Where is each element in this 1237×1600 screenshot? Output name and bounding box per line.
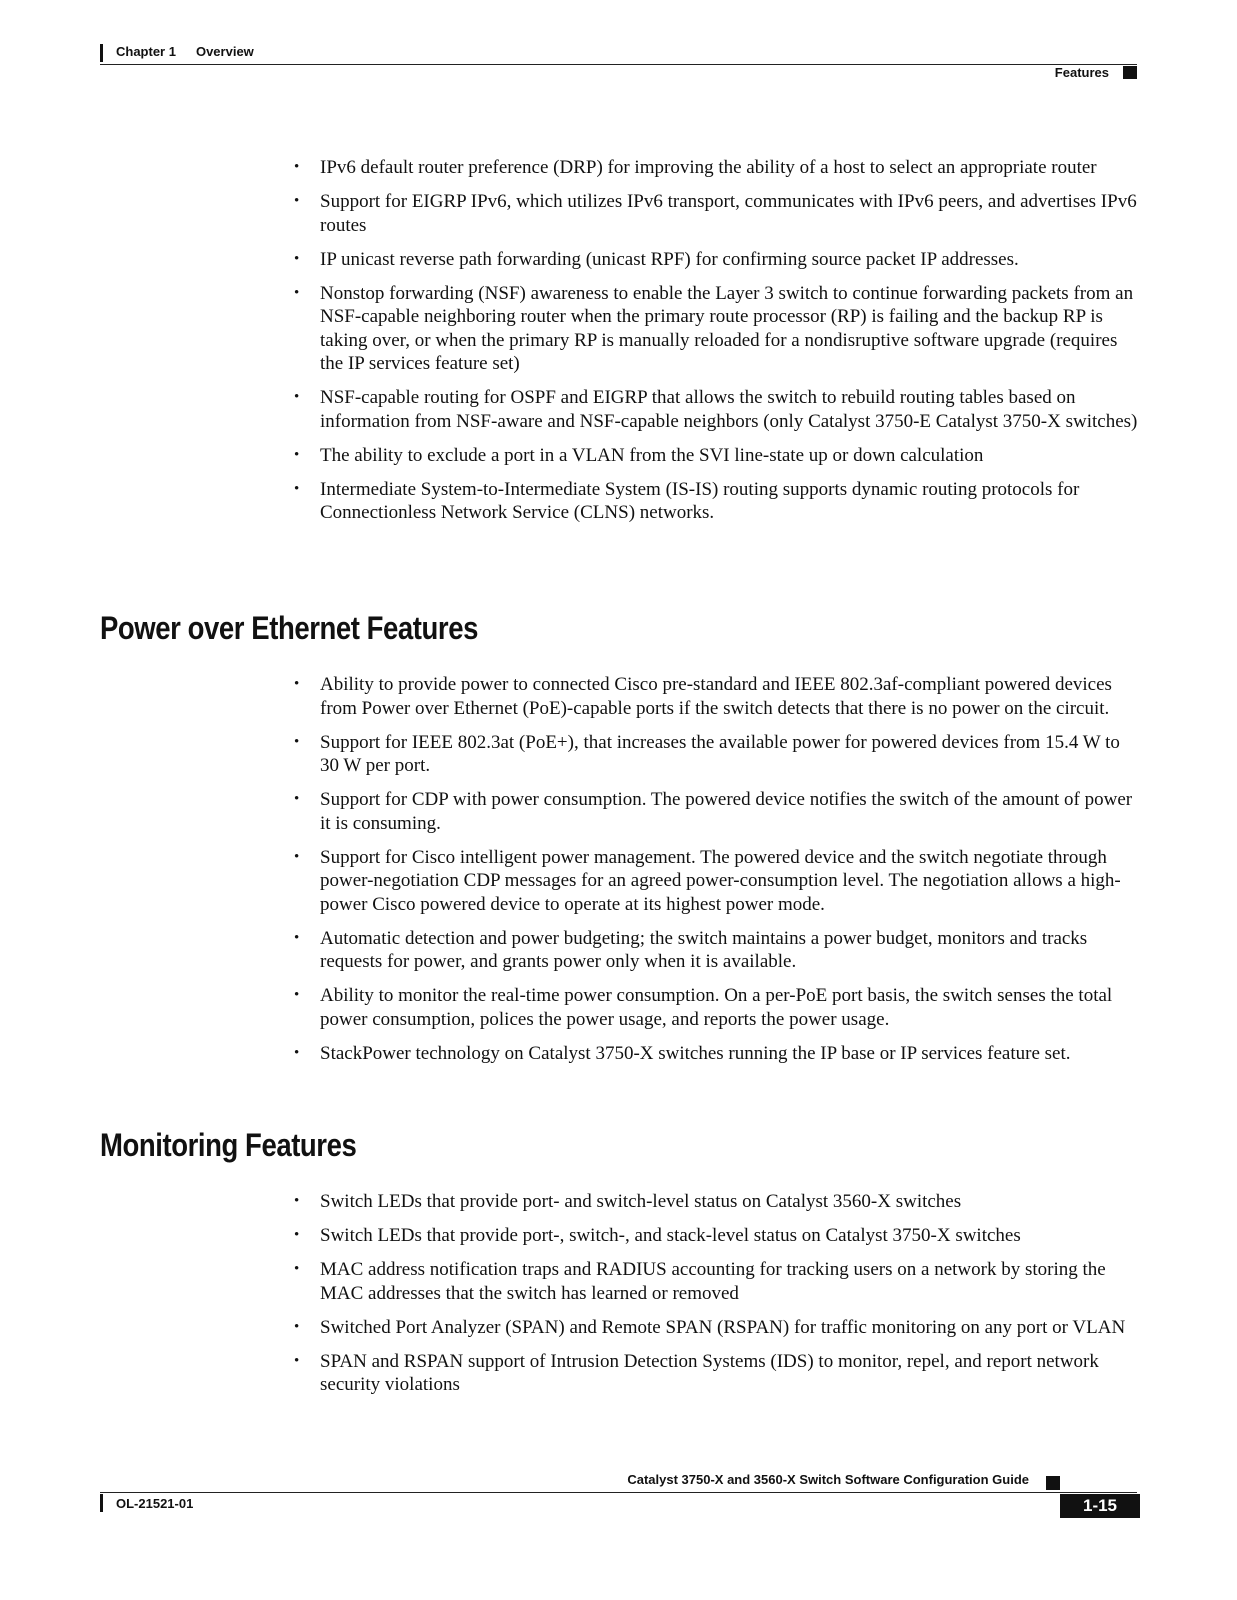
bullet-text: NSF-capable routing for OSPF and EIGRP that allows the switch to rebuild routing tables based on information from NSF-aware and NSF-capable neighbors (only Catalyst 3750-E Catalyst 3750-X switches)	[320, 387, 1138, 432]
monitoring-bullet-list	[294, 1190, 1142, 1407]
bullet-text: IP unicast reverse path forwarding (unicast RPF) for confirming source packet IP addresses.	[320, 248, 1019, 270]
section-heading-monitoring: Monitoring Features	[100, 1127, 357, 1163]
bullet-text: Intermediate System-to-Intermediate System (IS-IS) routing supports dynamic routing protocols for Connectionless Network Service (CLNS) networks.	[320, 478, 1080, 523]
bullet-text: Switched Port Analyzer (SPAN) and Remote SPAN (RSPAN) for traffic monitoring on any port or VLAN	[320, 1316, 1126, 1338]
running-header-chapter	[116, 44, 274, 59]
bullet-item	[294, 731, 1142, 778]
header-rule	[100, 64, 1137, 65]
bullet-glyph: •	[294, 1352, 300, 1369]
chapter-label: Chapter 1	[116, 44, 176, 59]
bullet-text: Ability to provide power to connected Cisco pre-standard and IEEE 802.3af-compliant powered devices from Power over Ethernet (PoE)-capable ports if the switch detects that there is no power on the circuit.	[320, 674, 1112, 719]
bullet-item	[294, 386, 1142, 433]
footer-left-marker	[100, 1494, 103, 1512]
bullet-text: Switch LEDs that provide port- and switch-level status on Catalyst 3560-X switches	[320, 1191, 962, 1212]
header-left-marker	[100, 44, 103, 62]
bullet-item	[294, 1224, 1142, 1248]
bullet-glyph: •	[294, 446, 300, 463]
bullet-text: StackPower technology on Catalyst 3750-X switches running the IP base or IP services feature set.	[320, 1042, 1071, 1064]
bullet-text: Switch LEDs that provide port-, switch-, and stack-level status on Catalyst 3750-X switches	[320, 1225, 1021, 1246]
bullet-item	[294, 846, 1142, 917]
bullet-item	[294, 190, 1142, 237]
bullet-glyph: •	[294, 159, 300, 175]
footer-rule	[100, 1492, 1137, 1493]
bullet-glyph: •	[294, 733, 300, 750]
bullet-item	[294, 478, 1142, 525]
bullet-text: Support for IEEE 802.3at (PoE+), that increases the available power for powered devices from 15.4 W to 30 W per port.	[320, 731, 1120, 776]
bullet-text: IPv6 default router preference (DRP) for improving the ability of a host to select an appropriate router	[320, 157, 1097, 178]
bullet-item	[294, 788, 1142, 835]
running-header-section: Features	[1054, 65, 1109, 80]
chapter-title: Overview	[195, 44, 254, 59]
footer-marker	[1046, 1476, 1060, 1490]
bullet-glyph: •	[294, 987, 300, 1003]
poe-bullet-list	[294, 673, 1142, 1076]
header-right-marker	[1123, 66, 1137, 79]
bullet-item	[294, 248, 1142, 272]
bullet-glyph: •	[294, 193, 300, 209]
bullet-glyph: •	[294, 1193, 300, 1209]
bullet-text: The ability to exclude a port in a VLAN from the SVI line-state up or down calculation	[320, 444, 984, 466]
footer-guide-title: Catalyst 3750-X and 3560-X Switch Software Configuration Guide	[627, 1472, 1029, 1487]
bullet-item	[294, 444, 1142, 468]
page-number: 1-15	[1060, 1494, 1140, 1518]
bullet-text: Nonstop forwarding (NSF) awareness to enable the Layer 3 switch to continue forwarding packets from an NSF-capable neighboring router when the primary route processor (RP) is failing and the backup RP is taking over, or when the primary RP is manually reloaded for a nondisruptive software upgrade (requires the IP services feature set)	[320, 282, 1134, 374]
bullet-text: Automatic detection and power budgeting; the switch maintains a power budget, monitors and tracks requests for power, and grants power only when it is available.	[320, 927, 1088, 972]
bullet-glyph: •	[294, 1261, 300, 1277]
bullet-glyph: •	[294, 929, 300, 946]
bullet-glyph: •	[294, 250, 300, 267]
bullet-item	[294, 1258, 1142, 1305]
bullet-text: Support for CDP with power consumption. The powered device notifies the switch of the amount of power it is consuming.	[320, 789, 1133, 834]
bullet-glyph: •	[294, 480, 300, 497]
bullet-item	[294, 984, 1142, 1031]
bullet-glyph: •	[294, 1227, 300, 1243]
bullet-item	[294, 156, 1142, 180]
bullet-item	[294, 1350, 1142, 1397]
bullet-text: Ability to monitor the real-time power consumption. On a per-PoE port basis, the switch senses the total power consumption, polices the power usage, and reports the power usage.	[320, 985, 1113, 1030]
bullet-item	[294, 927, 1142, 974]
bullet-glyph: •	[294, 791, 300, 807]
bullet-text: Support for Cisco intelligent power management. The powered device and the switch negotiate through power-negotiation CDP messages for an agreed power-consumption level. The negotiation allows a high-power Cisco powered device to operate at its highest power mode.	[320, 846, 1121, 915]
bullet-glyph: •	[294, 389, 300, 405]
bullet-item	[294, 1042, 1142, 1066]
bullet-text: SPAN and RSPAN support of Intrusion Detection Systems (IDS) to monitor, repel, and report network security violations	[320, 1350, 1099, 1395]
bullet-item	[294, 282, 1142, 376]
bullet-glyph: •	[294, 284, 300, 301]
section-heading-poe: Power over Ethernet Features	[100, 610, 478, 646]
bullet-glyph: •	[294, 1318, 300, 1335]
bullet-glyph: •	[294, 676, 300, 692]
intro-bullet-list	[294, 156, 1142, 535]
bullet-text: MAC address notification traps and RADIUS accounting for tracking users on a network by storing the MAC addresses that the switch has learned or removed	[320, 1259, 1106, 1304]
bullet-item	[294, 673, 1142, 720]
footer-doc-number: OL-21521-01	[116, 1496, 194, 1511]
bullet-glyph: •	[294, 1044, 300, 1061]
bullet-text: Support for EIGRP IPv6, which utilizes IPv6 transport, communicates with IPv6 peers, and advertises IPv6 routes	[320, 191, 1137, 236]
bullet-item	[294, 1316, 1142, 1340]
bullet-item	[294, 1190, 1142, 1214]
bullet-glyph: •	[294, 848, 300, 865]
